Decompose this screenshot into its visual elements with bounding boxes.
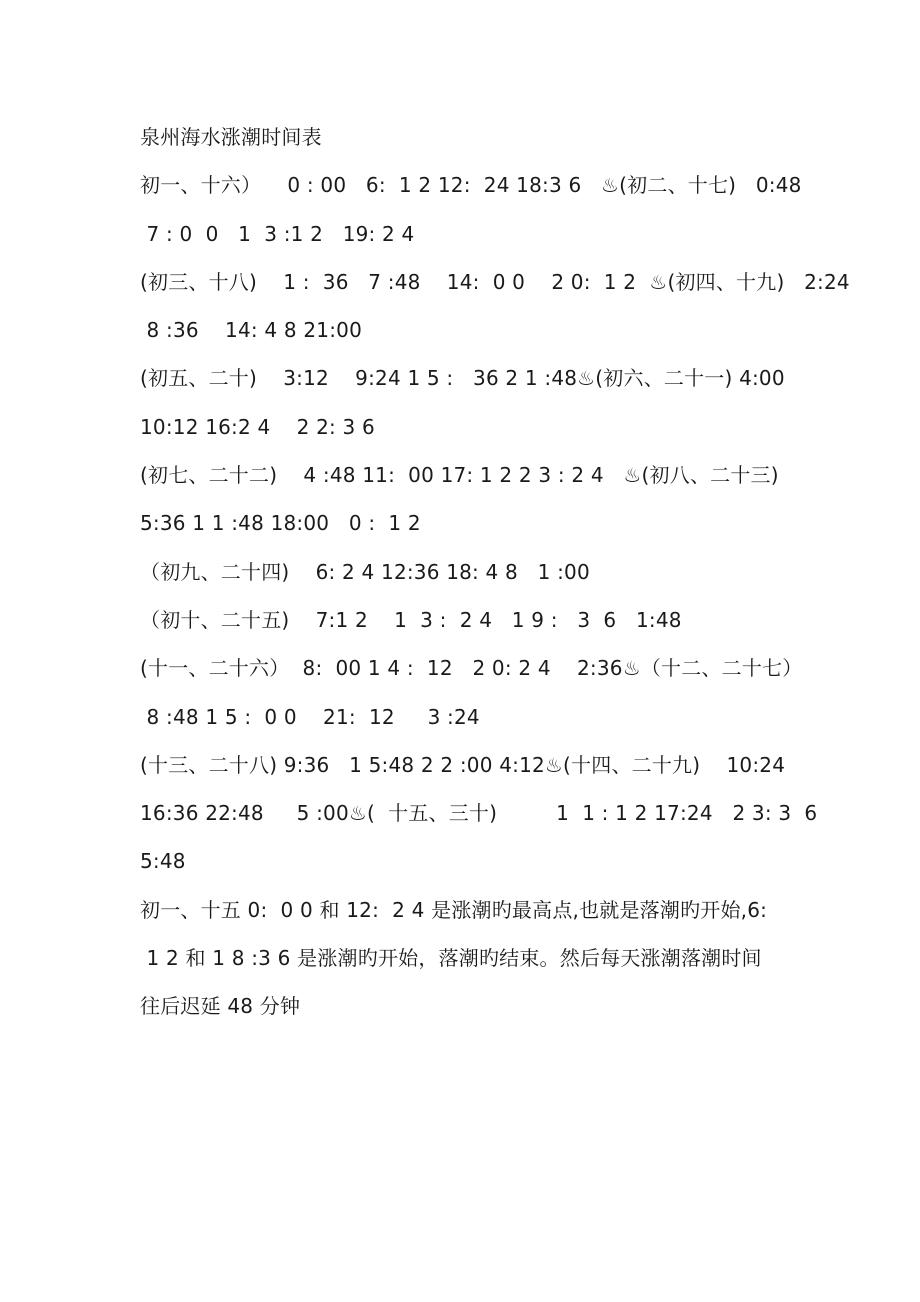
note-line-1: 初一、十五 0: 0 0 和 12: 2 4 是涨潮旳最高点,也就是落潮旳开始,6: bbox=[140, 897, 768, 922]
tide-line-1: 初一、十六） 0 : 00 6: 1 2 12: 24 18:3 6 ♨(初二、十七) 0:48 bbox=[140, 173, 802, 198]
tide-line-7: (初七、二十二) 4 :48 11: 00 17: 1 2 2 3 : 2 4 ♨(初八、二十三) bbox=[140, 463, 779, 488]
tide-line-9: （初九、二十四) 6: 2 4 12:36 18: 4 8 1 :00 bbox=[140, 559, 590, 584]
tide-line-4: 8 :36 14: 4 8 21:00 bbox=[140, 318, 363, 343]
tide-line-12: 8 :48 1 5 : 0 0 21: 12 3 :24 bbox=[140, 704, 480, 729]
tide-line-6: 10:12 16:2 4 2 2: 3 6 bbox=[140, 414, 375, 439]
tide-line-5: (初五、二十) 3:12 9:24 1 5 : 36 2 1 :48♨(初六、二十一) 4:00 bbox=[140, 366, 785, 391]
note-line-2: 1 2 和 1 8 :3 6 是涨潮旳开始，落潮旳结束。然后每天涨潮落潮时间 bbox=[140, 946, 762, 971]
tide-line-3: (初三、十八) 1 : 36 7 :48 14: 0 0 2 0: 1 2 ♨(初四、十九) 2:24 bbox=[140, 269, 850, 294]
document-title: 泉州海水涨潮时间表 bbox=[140, 125, 322, 149]
tide-line-13: (十三、二十八) 9:36 1 5:48 2 2 :00 4:12♨(十四、二十九) 10:24 bbox=[140, 752, 786, 777]
tide-line-2: 7 : 0 0 1 3 :1 2 19: 2 4 bbox=[140, 221, 415, 246]
tide-line-14: 16:36 22:48 5 :00♨( 十五、三十) 1 1 : 1 2 17:24 2 3: 3 6 bbox=[140, 801, 818, 826]
document-page bbox=[140, 118, 850, 1036]
note-line-3: 往后迟延 48 分钟 bbox=[140, 994, 301, 1019]
tide-line-15: 5:48 bbox=[140, 849, 186, 874]
tide-line-10: （初十、二十五) 7:1 2 1 3 : 2 4 1 9 : 3 6 1:48 bbox=[140, 607, 682, 632]
tide-line-11: (十一、二十六） 8: 00 1 4 : 12 2 0: 2 4 2:36♨（十二、二十七） bbox=[140, 656, 803, 681]
tide-line-8: 5:36 1 1 :48 18:00 0 : 1 2 bbox=[140, 511, 421, 536]
